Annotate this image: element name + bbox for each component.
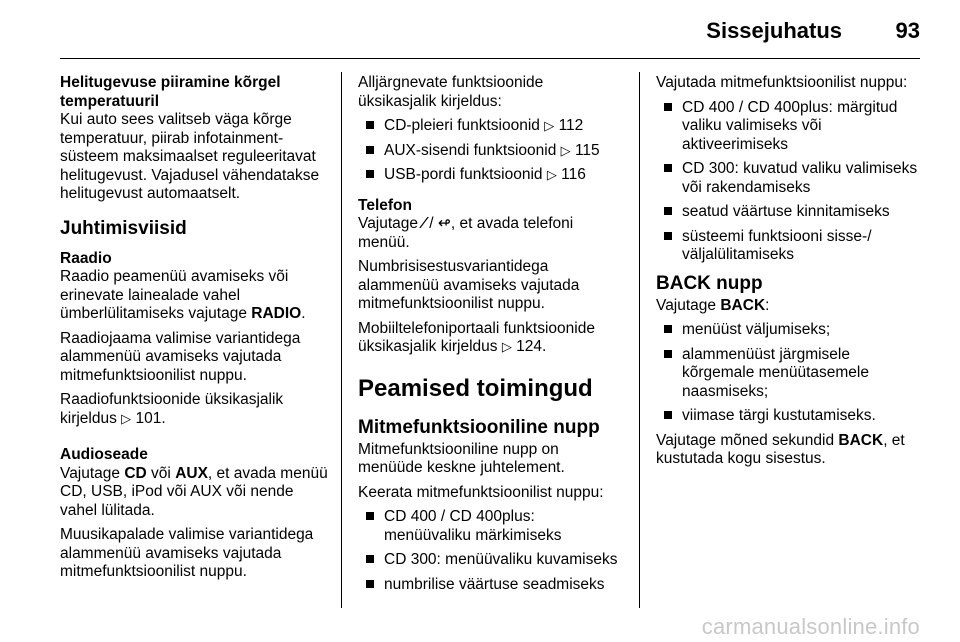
paragraph-raadio-3 [60,391,330,428]
list-item [662,346,922,402]
list-item [364,551,623,570]
page-ref-arrow-icon: ▷ [546,167,557,182]
paragraph-back-2 [656,432,922,469]
list-item [662,228,922,265]
text: Vajutage [60,464,125,482]
header-rule [60,58,920,59]
bullet-icon [664,207,672,215]
text: seatud väärtuse kinnitamiseks [682,203,890,220]
paragraph-telefon-3 [358,320,623,357]
text: AUX-sisendi funktsioonid [384,141,561,159]
text: CD 400 / CD 400plus: menüüvaliku märkimiseks [384,508,562,544]
text: alammenüüst järgmisele kõrgemale menüütasemele naasmiseks; [682,345,869,400]
radio-button-label: RADIO [251,305,302,322]
bullet-icon [664,103,672,111]
text: , et avada menüü CD, USB, iPod või AUX või nende vahel lülitada. [60,464,328,519]
page-ref: 124. [516,338,547,355]
text: CD 300: menüüvaliku kuvamiseks [384,551,618,568]
text: CD 400 / CD 400plus: märgitud valiku valimiseks või aktiveerimiseks [682,98,898,153]
text: . [301,305,306,322]
text: menüüst väljumiseks; [682,321,831,338]
subheading-audioseade: Audioseade [60,446,148,463]
text: USB-pordi funktsioonid [384,166,547,183]
heading-back-nupp: BACK nupp [656,272,763,294]
text: Vajutage mõned sekundid [656,431,839,449]
heading-peamised-toimingud: Peamised toimingud [358,374,593,402]
subheading-telefon: Telefon [358,196,412,214]
paragraph-back-1 [656,297,922,316]
back-button-label: BACK [838,431,884,449]
text: Raadiofunktsioonide üksikasjalik kirjeldus [60,391,284,427]
bullet-icon [366,170,374,178]
list-item [662,99,922,155]
text: süsteemi funktsiooni sisse-/ väljalülitamiseks [682,227,872,263]
page-ref: 115 [574,141,600,159]
heading-juhtimisviisid: Juhtimisviisid [60,217,187,239]
page-title: Sissejuhatus [706,18,842,43]
text: Vajutage [656,296,721,314]
list-item [364,508,623,545]
bullet-icon [366,512,374,520]
bullet-icon [366,555,374,563]
phone-icon: ⁄ [422,215,425,232]
text: Raadio peamenüü avamiseks või erinevate lainealade vahel ümberlülitamiseks vajutage [60,268,289,322]
bullet-icon [664,325,672,333]
text: : [765,296,770,314]
paragraph-raadio-1 [60,268,330,324]
paragraph-telefon-2: Numbrisisestusvariantidega alammenüü avamiseks vajutada mitmefunktsioonilist nuppu. [358,258,580,312]
column-2 [358,74,623,600]
paragraph-intro: Alljärgnevate funktsioonide üksikasjalik kirjeldus: [358,74,544,110]
text: , et avada telefoni menüü. [358,215,574,251]
column-divider-2 [639,72,640,608]
list-item [662,407,922,426]
paragraph-audio-2: Muusikapalade valimise variantidega alammenüü avamiseks vajutada mitmefunktsioonilist nuppu. [60,526,314,580]
bullet-icon [664,164,672,172]
page-ref: 112 [558,117,584,134]
text: Mobiiltelefoniportaali funktsioonide üksikasjalik kirjeldus [358,319,595,355]
paragraph-audio-1 [60,465,330,521]
page-number: 93 [895,18,920,43]
subheading-raadio: Raadio [60,249,112,267]
page-ref: 101. [135,409,166,427]
page-ref-arrow-icon: ▷ [560,142,571,158]
bullet-icon [366,121,374,129]
bullet-icon [366,146,374,154]
text: CD-pleieri funktsioonid [384,117,545,134]
list-item [364,166,623,185]
bullet-icon [664,232,672,240]
bullet-icon [366,580,374,588]
column-3 [656,74,922,475]
watermark: carmanualsonline.info [701,614,920,639]
list-item [364,117,623,136]
list-item [364,142,623,161]
bullet-icon [664,350,672,358]
text: numbrilise väärtuse seadmiseks [384,575,605,593]
function-list [358,117,623,185]
list-item [662,321,922,340]
paragraph-telefon-1: Vajutage ⁄ / ↫, et avada telefoni menüü. [358,215,574,251]
text: viimase tärgi kustutamiseks. [682,407,876,424]
cd-button-label: CD [124,464,147,482]
text: CD 300: kuvatud valiku valimiseks või rakendamiseks [682,160,918,196]
press-knob-list [656,99,922,265]
back-list [656,321,922,426]
section-heading-volume-limit: Helitugevuse piiramine kõrgel temperatuuril [60,74,281,110]
list-item [662,203,922,222]
page-ref: 116 [561,166,586,183]
column-1 [60,74,330,588]
phone-off-icon: ↫ [437,215,451,232]
page-ref-arrow-icon: ▷ [544,118,555,133]
paragraph-raadio-2: Raadiojaama valimise variantidega alammenüü avamiseks vajutada mitmefunktsioonilist nuppu. [60,329,301,384]
page-ref-arrow-icon: ▷ [501,339,512,354]
text: või [146,464,176,482]
bullet-icon [664,411,672,419]
paragraph-volume-limit: Kui auto sees valitseb väga kõrge temperatuur, piirab infotainment-süsteem maksimaalset reguleeritavat helitugevust. Vajadusel vähendatakse helitugevust automaatselt. [60,111,320,202]
heading-mitmefunktsiooniline-nupp: Mitmefunktsiooniline nupp [358,416,600,438]
paragraph-mitme-1: Mitmefunktsiooniline nupp on menüüde keskne juhtelement. [358,440,565,476]
back-button-label: BACK [720,296,766,314]
turn-knob-list [358,508,623,594]
text: , et kustutada kogu sisestus. [656,431,905,467]
list-item [364,576,623,595]
text: Vajutage [358,215,423,232]
list-item [662,160,922,197]
column-divider-1 [341,72,342,608]
page-ref-arrow-icon: ▷ [121,410,132,426]
page-header [0,0,960,58]
paragraph-press-intro: Vajutada mitmefunktsioonilist nuppu: [656,74,908,91]
aux-button-label: AUX [175,464,208,482]
paragraph-mitme-2: Keerata mitmefunktsioonilist nuppu: [358,483,604,501]
